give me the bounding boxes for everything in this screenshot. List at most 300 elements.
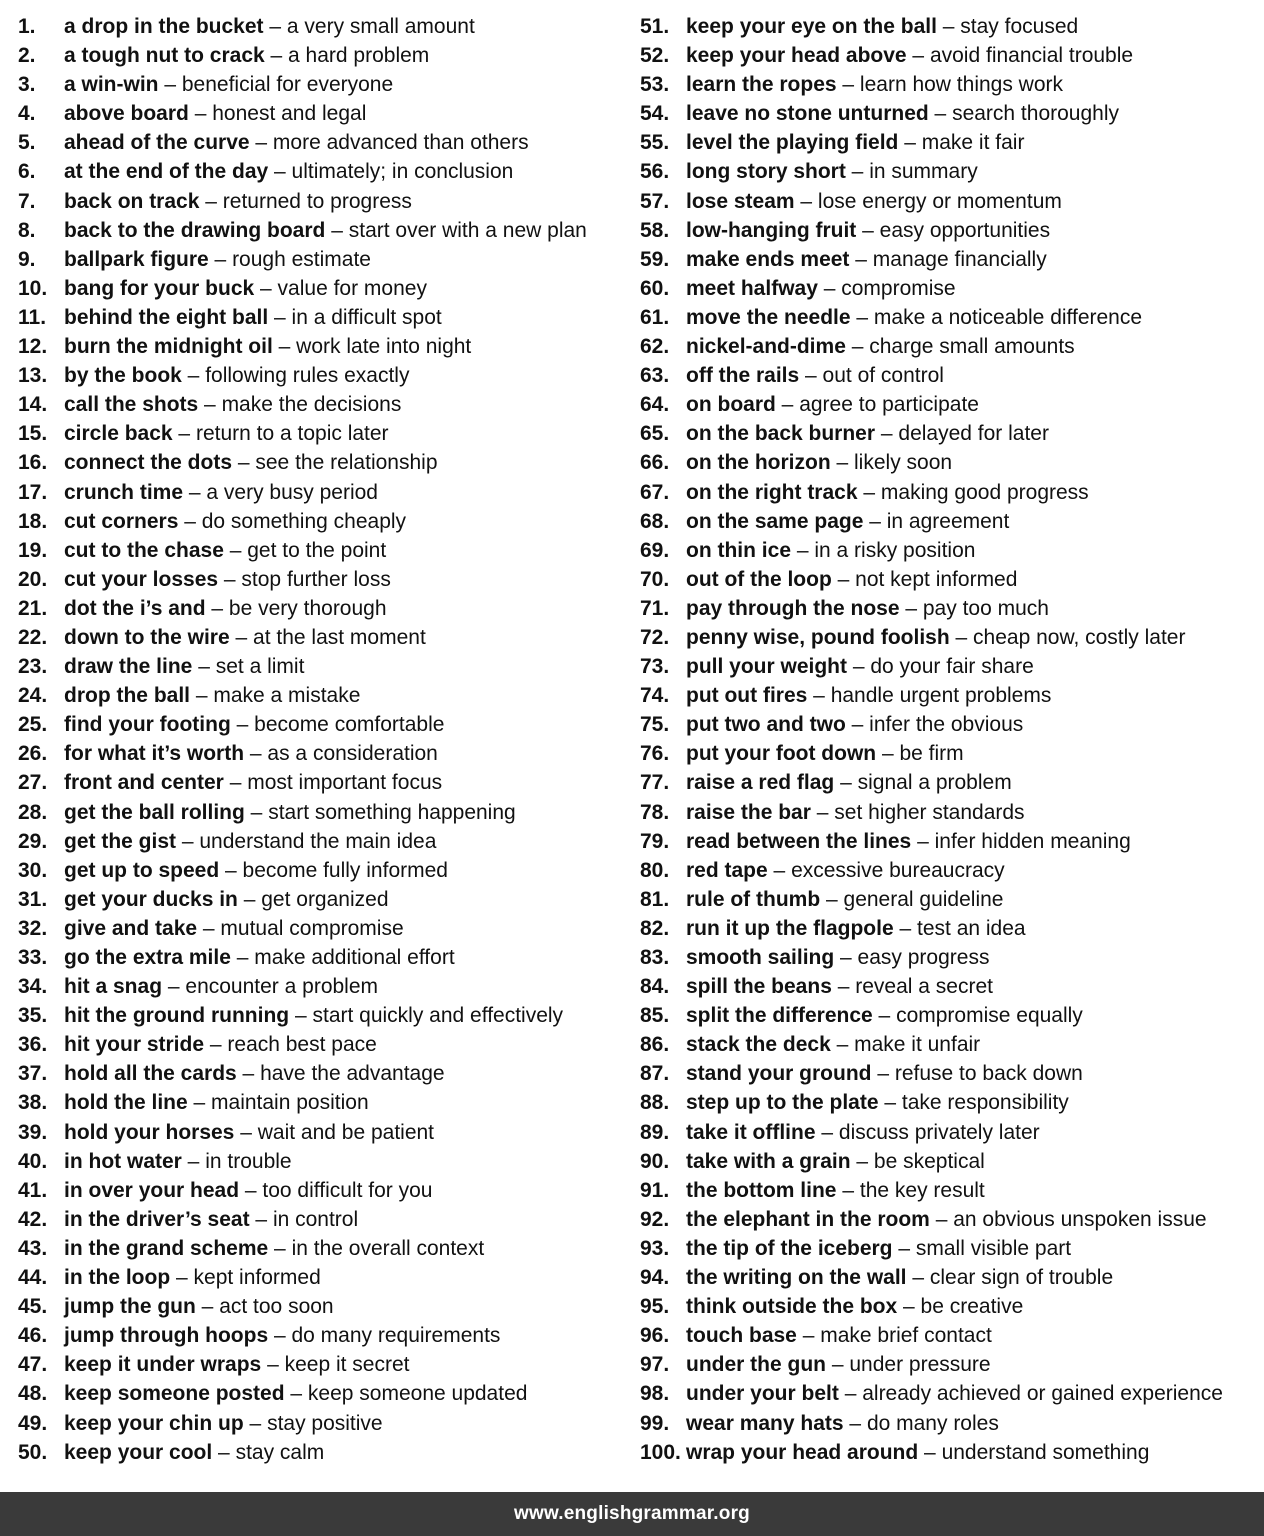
idiom-phrase: take with a grain bbox=[686, 1149, 851, 1173]
idiom-number: 39. bbox=[18, 1120, 48, 1144]
idiom-phrase: find your footing bbox=[64, 713, 231, 737]
idiom-phrase: cut your losses bbox=[64, 567, 219, 591]
idiom-number: 77. bbox=[640, 771, 670, 795]
idiom-separator: – bbox=[850, 305, 874, 329]
idiom-separator: – bbox=[268, 1324, 292, 1348]
idiom-list-item bbox=[640, 710, 1260, 739]
idiom-phrase: keep your chin up bbox=[64, 1411, 244, 1435]
idiom-list-item bbox=[640, 157, 1260, 186]
idiom-list-item bbox=[640, 1088, 1260, 1117]
idiom-separator: – bbox=[815, 1120, 839, 1144]
idiom-phrase: hit the ground running bbox=[64, 1004, 290, 1028]
idiom-phrase: on the right track bbox=[686, 480, 858, 504]
idiom-meaning: have the advantage bbox=[260, 1062, 445, 1086]
idiom-list-item bbox=[640, 99, 1260, 128]
idiom-number: 23. bbox=[18, 655, 48, 679]
idiom-meaning: too difficult for you bbox=[262, 1178, 433, 1202]
idiom-meaning: make a mistake bbox=[213, 684, 361, 708]
idiom-number: 38. bbox=[18, 1091, 48, 1115]
idiom-meaning: understand something bbox=[941, 1440, 1150, 1464]
idiom-list-item bbox=[18, 623, 618, 652]
idiom-separator: – bbox=[289, 1004, 313, 1028]
idiom-separator: – bbox=[236, 1062, 261, 1086]
idiom-separator: – bbox=[254, 276, 278, 300]
idiom-list-item bbox=[640, 478, 1260, 507]
idiom-separator: – bbox=[237, 887, 262, 911]
idiom-separator: – bbox=[181, 364, 206, 388]
idiom-phrase: drop the ball bbox=[64, 684, 190, 708]
idiom-meaning: in control bbox=[272, 1207, 359, 1231]
idiom-meaning: start over with a new plan bbox=[348, 218, 587, 242]
idiom-number: 87. bbox=[640, 1062, 670, 1086]
idiom-separator: – bbox=[218, 567, 242, 591]
idiom-list-item bbox=[640, 1147, 1260, 1176]
idiom-phrase: ballpark figure bbox=[64, 247, 209, 271]
idiom-separator: – bbox=[230, 946, 255, 969]
idiom-list-item bbox=[640, 972, 1260, 1001]
idiom-phrase: raise the bar bbox=[686, 800, 811, 824]
idiom-separator: – bbox=[263, 15, 287, 38]
idiom-list-item bbox=[18, 507, 618, 536]
idiom-list-item bbox=[640, 507, 1260, 536]
idiom-meaning: do many roles bbox=[866, 1411, 999, 1435]
idiom-list-item bbox=[640, 1176, 1260, 1205]
idiom-phrase: a win-win bbox=[64, 73, 159, 97]
idiom-phrase: low-hanging fruit bbox=[686, 218, 857, 242]
idiom-separator: – bbox=[929, 1207, 954, 1231]
idiom-number: 11. bbox=[18, 305, 47, 329]
idiom-list-item bbox=[18, 332, 618, 361]
idiom-list-item bbox=[640, 1292, 1260, 1321]
idiom-meaning: be skeptical bbox=[873, 1149, 985, 1173]
idiom-phrase: in the driver’s seat bbox=[64, 1207, 250, 1231]
idiom-phrase: get up to speed bbox=[64, 858, 220, 882]
idiom-number: 33. bbox=[18, 946, 48, 969]
idiom-meaning: a very busy period bbox=[206, 480, 378, 504]
idiom-separator: – bbox=[871, 1062, 895, 1086]
idiom-phrase: at the end of the day bbox=[64, 160, 269, 184]
idiom-meaning: avoid financial trouble bbox=[929, 44, 1134, 68]
idiom-number: 54. bbox=[640, 102, 670, 126]
idiom-meaning: infer the obvious bbox=[869, 713, 1024, 737]
idiom-separator: – bbox=[208, 247, 233, 271]
idiom-number: 53. bbox=[640, 73, 670, 97]
idiom-meaning: maintain position bbox=[211, 1091, 369, 1115]
idiom-meaning: an obvious unspoken issue bbox=[953, 1207, 1207, 1231]
idiom-meaning: be firm bbox=[899, 742, 964, 766]
idiom-separator: – bbox=[264, 44, 289, 68]
idiom-number: 69. bbox=[640, 538, 670, 562]
idiom-list-item bbox=[18, 1059, 618, 1088]
idiom-number: 32. bbox=[18, 916, 48, 940]
idiom-number: 3. bbox=[18, 73, 36, 97]
idiom-phrase: learn the ropes bbox=[686, 73, 837, 97]
idiom-meaning: agree to participate bbox=[799, 393, 979, 417]
idiom-phrase: for what it’s worth bbox=[64, 742, 245, 766]
idiom-meaning: make it unfair bbox=[854, 1033, 981, 1057]
idiom-separator: – bbox=[897, 1295, 921, 1319]
idiom-number: 74. bbox=[640, 684, 670, 708]
idiom-meaning: in a difficult spot bbox=[291, 305, 442, 329]
idiom-meaning: become fully informed bbox=[242, 858, 448, 882]
idiom-phrase: touch base bbox=[686, 1324, 797, 1348]
idiom-meaning: work late into night bbox=[296, 335, 472, 359]
idiom-separator: – bbox=[219, 858, 243, 882]
idiom-phrase: under the gun bbox=[686, 1353, 826, 1377]
idiom-separator: – bbox=[845, 713, 870, 737]
idiom-list-item bbox=[640, 274, 1260, 303]
idiom-number: 57. bbox=[640, 189, 670, 213]
idiom-separator: – bbox=[845, 335, 870, 359]
idiom-separator: – bbox=[187, 1091, 212, 1115]
idiom-phrase: jump the gun bbox=[64, 1295, 196, 1319]
idiom-separator: – bbox=[831, 567, 856, 591]
idiom-number: 90. bbox=[640, 1149, 670, 1173]
idiom-list-item bbox=[640, 245, 1260, 274]
idiom-phrase: on the same page bbox=[686, 509, 864, 533]
idiom-number: 45. bbox=[18, 1295, 48, 1319]
idiom-list-item bbox=[640, 216, 1260, 245]
idiom-number: 10. bbox=[18, 276, 48, 300]
idiom-meaning: stop further loss bbox=[241, 567, 391, 591]
idiom-phrase: meet halfway bbox=[686, 276, 818, 300]
idiom-list-item bbox=[18, 798, 618, 827]
idiom-number: 50. bbox=[18, 1440, 48, 1464]
idiom-meaning: more advanced than others bbox=[272, 131, 529, 155]
idiom-phrase: wrap your head around bbox=[686, 1440, 919, 1464]
idiom-phrase: cut to the chase bbox=[64, 538, 224, 562]
idiom-phrase: split the difference bbox=[686, 1004, 873, 1028]
idiom-phrase: out of the loop bbox=[686, 567, 832, 591]
idiom-list-item bbox=[18, 1321, 618, 1350]
idiom-list-item bbox=[18, 1263, 618, 1292]
idiom-number: 65. bbox=[640, 422, 670, 446]
idiom-list-item bbox=[18, 448, 618, 477]
idiom-meaning: a very small amount bbox=[286, 15, 475, 38]
idiom-meaning: reach best pace bbox=[227, 1033, 377, 1057]
idiom-phrase: on thin ice bbox=[686, 538, 791, 562]
idiom-meaning: understand the main idea bbox=[199, 829, 437, 853]
idiom-separator: – bbox=[830, 1033, 855, 1057]
idiom-number: 40. bbox=[18, 1149, 48, 1173]
idiom-separator: – bbox=[198, 393, 222, 417]
idiom-phrase: connect the dots bbox=[64, 451, 233, 475]
idiom-list-item bbox=[640, 1438, 1260, 1467]
idiom-list-item bbox=[640, 332, 1260, 361]
idiom-list-item bbox=[18, 1205, 618, 1234]
idiom-phrase: put your foot down bbox=[686, 742, 877, 766]
idiom-meaning: do something cheaply bbox=[201, 509, 407, 533]
idiom-separator: – bbox=[850, 1149, 874, 1173]
idiom-meaning: signal a problem bbox=[857, 771, 1012, 795]
idiom-number: 43. bbox=[18, 1236, 48, 1260]
idiom-meaning: stay focused bbox=[960, 15, 1079, 38]
idiom-meaning: return to a topic later bbox=[195, 422, 389, 446]
idiom-number: 18. bbox=[18, 509, 48, 533]
idiom-number: 81. bbox=[640, 887, 670, 911]
idiom-meaning: become comfortable bbox=[254, 713, 445, 737]
idiom-meaning: in the overall context bbox=[291, 1236, 485, 1260]
idiom-phrase: leave no stone unturned bbox=[686, 102, 929, 126]
idiom-phrase: put out fires bbox=[686, 684, 808, 708]
idiom-meaning: making good progress bbox=[880, 480, 1089, 504]
idiom-list-item bbox=[640, 768, 1260, 797]
idiom-meaning: set a limit bbox=[215, 655, 305, 679]
idiom-phrase: on the back burner bbox=[686, 422, 876, 446]
idiom-meaning: make additional effort bbox=[254, 946, 455, 969]
idiom-number: 100. bbox=[640, 1440, 681, 1464]
idiom-phrase: read between the lines bbox=[686, 829, 912, 853]
idiom-list-item bbox=[640, 419, 1260, 448]
idiom-phrase: stand your ground bbox=[686, 1062, 872, 1086]
idiom-separator: – bbox=[893, 916, 918, 940]
idiom-separator: – bbox=[843, 1411, 867, 1435]
idiom-list-item bbox=[640, 565, 1260, 594]
idiom-list-item bbox=[18, 99, 618, 128]
idiom-meaning: wait and be patient bbox=[257, 1120, 435, 1144]
idiom-phrase: ahead of the curve bbox=[64, 131, 250, 155]
idiom-number: 88. bbox=[640, 1091, 670, 1115]
idiom-separator: – bbox=[212, 1440, 236, 1464]
idiom-meaning: easy progress bbox=[857, 946, 990, 969]
idiom-number: 59. bbox=[640, 247, 670, 271]
idiom-list-item bbox=[18, 245, 618, 274]
idiom-phrase: behind the eight ball bbox=[64, 305, 269, 329]
idiom-number: 5. bbox=[18, 131, 36, 155]
idiom-list-item bbox=[18, 303, 618, 332]
idiom-meaning: general guideline bbox=[843, 887, 1004, 911]
idiom-number: 15. bbox=[18, 422, 48, 446]
idiom-separator: – bbox=[856, 218, 880, 242]
idiom-separator: – bbox=[892, 1236, 916, 1260]
idiom-separator: – bbox=[188, 102, 213, 126]
idiom-number: 30. bbox=[18, 858, 48, 882]
idiom-separator: – bbox=[898, 131, 922, 155]
idiom-phrase: back on track bbox=[64, 189, 200, 213]
idiom-meaning: keep it secret bbox=[284, 1353, 410, 1377]
idiom-meaning: stay positive bbox=[267, 1411, 383, 1435]
idiom-meaning: compromise equally bbox=[896, 1004, 1083, 1028]
idiom-meaning: see the relationship bbox=[255, 451, 438, 475]
idiom-meaning: act too soon bbox=[219, 1295, 334, 1319]
idiom-number: 22. bbox=[18, 625, 48, 649]
idiom-number: 92. bbox=[640, 1207, 670, 1231]
idiom-phrase: lose steam bbox=[686, 189, 795, 213]
idiom-separator: – bbox=[268, 305, 292, 329]
idiom-list-item bbox=[640, 652, 1260, 681]
idiom-separator: – bbox=[836, 73, 860, 97]
idiom-number: 16. bbox=[18, 451, 48, 475]
idiom-list-item bbox=[640, 303, 1260, 332]
idiom-number: 31. bbox=[18, 887, 48, 911]
idiom-number: 76. bbox=[640, 742, 670, 766]
idiom-meaning: get organized bbox=[261, 887, 389, 911]
idiom-phrase: get your ducks in bbox=[64, 887, 238, 911]
idiom-list-item bbox=[18, 274, 618, 303]
idiom-separator: – bbox=[863, 509, 887, 533]
idiom-list-item bbox=[640, 1321, 1260, 1350]
footer-bar bbox=[0, 1492, 1264, 1536]
idiom-number: 62. bbox=[640, 335, 670, 359]
idiom-list-item bbox=[18, 1030, 618, 1059]
idiom-list-item bbox=[18, 1292, 618, 1321]
idiom-number: 70. bbox=[640, 567, 670, 591]
idiom-number: 7. bbox=[18, 189, 36, 213]
idiom-list-item bbox=[640, 1350, 1260, 1379]
idiom-number: 68. bbox=[640, 509, 670, 533]
idiom-number: 91. bbox=[640, 1178, 670, 1202]
idiom-phrase: keep someone posted bbox=[64, 1382, 285, 1406]
idiom-phrase: the elephant in the room bbox=[686, 1207, 930, 1231]
idiom-meaning: discuss privately later bbox=[838, 1120, 1040, 1144]
idiom-phrase: back to the drawing board bbox=[64, 218, 326, 242]
idiom-meaning: charge small amounts bbox=[869, 335, 1075, 359]
idiom-meaning: most important focus bbox=[247, 771, 443, 795]
idiom-phrase: get the ball rolling bbox=[64, 800, 245, 824]
idiom-list-item bbox=[18, 594, 618, 623]
idiom-list-item bbox=[18, 1118, 618, 1147]
idiom-phrase: hit a snag bbox=[64, 975, 163, 999]
idiom-list-item bbox=[18, 70, 618, 99]
idiom-separator: – bbox=[199, 189, 223, 213]
idiom-list-item bbox=[18, 885, 618, 914]
idiom-phrase: long story short bbox=[686, 160, 846, 184]
idiom-separator: – bbox=[234, 1120, 258, 1144]
idiom-list-item bbox=[640, 1409, 1260, 1438]
idiom-separator: – bbox=[204, 1033, 228, 1057]
idiom-list-item bbox=[640, 1030, 1260, 1059]
idiom-separator: – bbox=[820, 887, 844, 911]
idiom-separator: – bbox=[272, 335, 297, 359]
idiom-list-item bbox=[18, 1088, 618, 1117]
idiom-number: 9. bbox=[18, 247, 36, 271]
idiom-phrase: the writing on the wall bbox=[686, 1266, 907, 1290]
idiom-phrase: in the grand scheme bbox=[64, 1236, 269, 1260]
idiom-list-item bbox=[640, 1379, 1260, 1408]
idiom-number: 36. bbox=[18, 1033, 48, 1057]
idiom-number: 51. bbox=[640, 15, 670, 38]
idiom-phrase: on the horizon bbox=[686, 451, 831, 475]
idiom-phrase: in the loop bbox=[64, 1266, 171, 1290]
idiom-list-item bbox=[640, 361, 1260, 390]
idiom-meaning: test an idea bbox=[917, 916, 1026, 940]
idiom-number: 2. bbox=[18, 44, 36, 68]
idiom-separator: – bbox=[229, 625, 254, 649]
idiom-number: 20. bbox=[18, 567, 48, 591]
idiom-phrase: front and center bbox=[64, 771, 224, 795]
idiom-phrase: penny wise, pound foolish bbox=[686, 625, 950, 649]
idiom-separator: – bbox=[268, 160, 292, 184]
idiom-meaning: rough estimate bbox=[232, 247, 371, 271]
idiom-list-item bbox=[18, 1176, 618, 1205]
idiom-number: 95. bbox=[640, 1295, 670, 1319]
idiom-separator: – bbox=[205, 596, 229, 620]
idiom-list-item bbox=[18, 856, 618, 885]
idiom-number: 79. bbox=[640, 829, 670, 853]
idiom-meaning: following rules exactly bbox=[205, 364, 410, 388]
idiom-list-item bbox=[18, 914, 618, 943]
idiom-number: 61. bbox=[640, 305, 670, 329]
idiom-number: 63. bbox=[640, 364, 670, 388]
idiom-meaning: infer hidden meaning bbox=[934, 829, 1131, 853]
idiom-list-item bbox=[640, 827, 1260, 856]
idiom-phrase: by the book bbox=[64, 364, 182, 388]
idiom-list-item bbox=[18, 565, 618, 594]
idiom-phrase: hit your stride bbox=[64, 1033, 205, 1057]
idiom-meaning: mutual compromise bbox=[220, 916, 404, 940]
idiom-separator: – bbox=[243, 1411, 268, 1435]
idiom-separator: – bbox=[876, 742, 900, 766]
idiom-separator: – bbox=[239, 1178, 263, 1202]
idiom-list-item bbox=[18, 827, 618, 856]
idiom-number: 35. bbox=[18, 1004, 48, 1028]
idiom-separator: – bbox=[170, 1266, 194, 1290]
idiom-meaning: at the last moment bbox=[253, 625, 426, 649]
idiom-meaning: in trouble bbox=[205, 1149, 292, 1173]
idiom-number: 96. bbox=[640, 1324, 670, 1348]
idiom-phrase: in hot water bbox=[64, 1149, 182, 1173]
idiom-meaning: out of control bbox=[822, 364, 944, 388]
idiom-meaning: excessive bureaucracy bbox=[791, 858, 1005, 882]
idiom-list-item bbox=[640, 739, 1260, 768]
idiom-separator: – bbox=[847, 655, 871, 679]
idiom-separator: – bbox=[223, 538, 248, 562]
idiom-meaning: keep someone updated bbox=[307, 1382, 528, 1406]
idiom-list-item bbox=[640, 885, 1260, 914]
idiom-meaning: clear sign of trouble bbox=[929, 1266, 1114, 1290]
idiom-separator: – bbox=[158, 73, 182, 97]
idiom-list-item bbox=[640, 390, 1260, 419]
idiom-phrase: a tough nut to crack bbox=[64, 44, 265, 68]
idiom-list-item bbox=[18, 710, 618, 739]
idiom-separator: – bbox=[162, 975, 186, 999]
idiom-phrase: in over your head bbox=[64, 1178, 240, 1202]
idiom-meaning: pay too much bbox=[922, 596, 1049, 620]
idiom-list-item bbox=[640, 856, 1260, 885]
idiom-meaning: reveal a secret bbox=[855, 975, 993, 999]
idiom-number: 19. bbox=[18, 538, 48, 562]
idiom-number: 55. bbox=[640, 131, 670, 155]
idiom-meaning: easy opportunities bbox=[879, 218, 1051, 242]
idiom-phrase: keep it under wraps bbox=[64, 1353, 262, 1377]
idiom-meaning: under pressure bbox=[849, 1353, 991, 1377]
idiom-list-item bbox=[640, 798, 1260, 827]
idiom-number: 75. bbox=[640, 713, 670, 737]
idiom-meaning: be creative bbox=[920, 1295, 1024, 1319]
idiom-meaning: returned to progress bbox=[222, 189, 412, 213]
idiom-separator: – bbox=[183, 480, 207, 504]
idiom-separator: – bbox=[831, 975, 856, 999]
idiom-meaning: delayed for later bbox=[898, 422, 1049, 446]
idiom-list-item bbox=[18, 536, 618, 565]
idiom-separator: – bbox=[875, 422, 899, 446]
idiom-separator: – bbox=[826, 1353, 850, 1377]
idiom-list-item bbox=[640, 128, 1260, 157]
idiom-phrase: hold all the cards bbox=[64, 1062, 237, 1086]
idiom-meaning: kept informed bbox=[193, 1266, 321, 1290]
idiom-number: 72. bbox=[640, 625, 670, 649]
idiom-separator: – bbox=[791, 538, 815, 562]
idiom-number: 82. bbox=[640, 916, 670, 940]
idiom-list-item bbox=[640, 536, 1260, 565]
idiom-separator: – bbox=[230, 713, 255, 737]
idiom-number: 47. bbox=[18, 1353, 48, 1377]
idiom-list-item bbox=[18, 390, 618, 419]
idiom-phrase: keep your eye on the ball bbox=[686, 15, 937, 38]
idiom-separator: – bbox=[767, 858, 792, 882]
idiom-meaning: refuse to back down bbox=[894, 1062, 1083, 1086]
idiom-phrase: make ends meet bbox=[686, 247, 850, 271]
